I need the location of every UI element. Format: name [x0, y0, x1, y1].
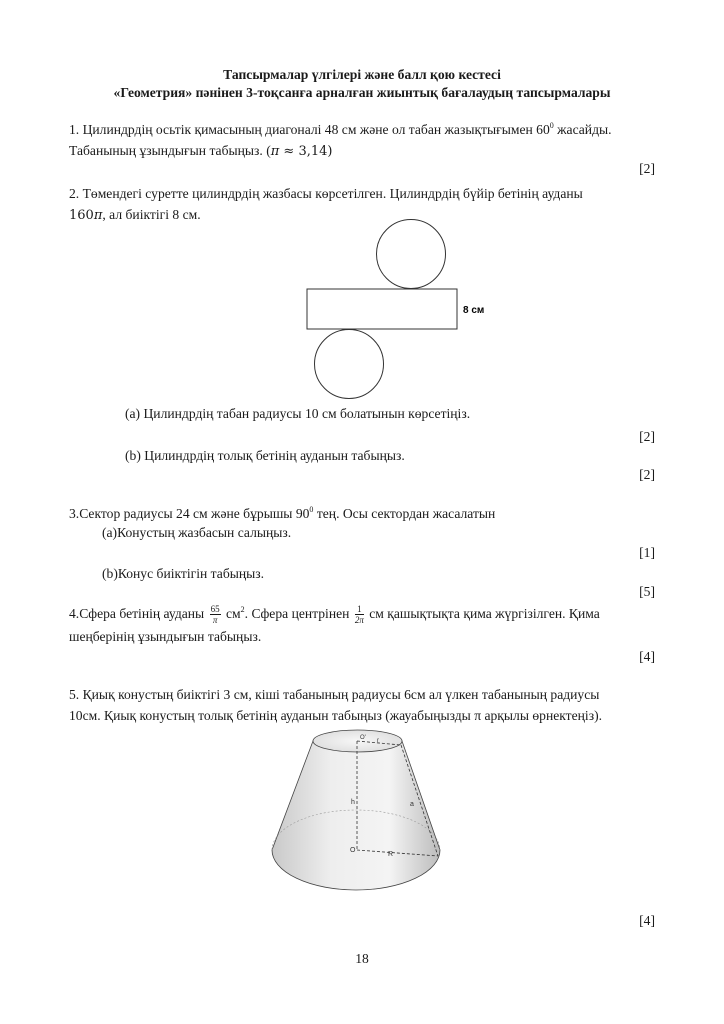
- q3b-text: (b)Конус биіктігін табыңыз.: [102, 566, 265, 581]
- label-a: a: [410, 801, 414, 808]
- frustum-figure: [270, 728, 470, 920]
- q4-line1: 4.Сфера бетінің ауданы $\frac{65}{\pi}$ $см^2$. Сфера центрінен $\frac{1}{2\pi}$ см қашықтықта қима жүргізілген. Қима: [69, 604, 600, 626]
- fraction-65-over-pi: $\frac{65}{\pi}$: [210, 604, 220, 626]
- fraction-1-over-2pi: $\frac{1}{2\pi}$: [354, 604, 364, 626]
- page-title: Тапсырмалар үлгілері және балл қою кестесі: [223, 67, 501, 82]
- q5-line2: 10см. Қиық конустың толық бетінің ауданын табыңыз (жауабыңызды π арқылы өрнектеңіз).: [69, 708, 602, 723]
- q1-line1: 1. Цилиндрдің осьтік қимасының диагоналі 48 см және ол табан жазықтығымен $60^0$ жасайды.: [69, 121, 612, 137]
- q1-line2: Табанының ұзындығын табыңыз. (π ≈ 3,14): [69, 143, 333, 159]
- q5-line1: 5. Қиық конустың биіктігі 3 см, кіші табанының радиусы 6см ал үлкен табанының радиусы: [69, 687, 600, 702]
- q3-line1: 3.Сектор радиусы 24 см және бұрышы $90^0$ тең. Осы сектордан жасалатын: [69, 505, 496, 521]
- page-number: 18: [355, 951, 369, 966]
- q2a-mark: [2]: [639, 429, 655, 444]
- q2a-text: (a) Цилиндрдің табан радиусы 10 см болатынын көрсетіңіз.: [125, 406, 471, 421]
- top-base-circle: [377, 220, 446, 289]
- label-r: r: [377, 738, 379, 744]
- q2-line1: 2. Төмендегі суретте цилиндрдің жазбасы көрсетілген. Цилиндрдің бүйір бетінің ауданы: [69, 186, 583, 201]
- height-label: 8 см: [463, 305, 485, 316]
- bottom-base-circle: [315, 330, 384, 399]
- label-o-prime: O': [360, 735, 366, 741]
- q1-mark: [2]: [639, 161, 655, 176]
- q2-line2: 160π, ал биіктігі 8 см.: [69, 207, 201, 223]
- q2b-text: (b) Цилиндрдің толық бетінің ауданын табыңыз.: [125, 448, 405, 463]
- q2b-mark: [2]: [639, 467, 655, 482]
- q4-line2: шеңберінің ұзындығын табыңыз.: [69, 629, 262, 644]
- q3a-mark: [1]: [639, 545, 655, 560]
- label-o: O: [350, 847, 356, 854]
- label-h: h: [351, 799, 355, 806]
- frustum-lateral-surface: [272, 741, 440, 890]
- lateral-surface-rect: [307, 289, 457, 329]
- q3b-mark: [5]: [639, 584, 655, 599]
- q5-mark: [4]: [639, 913, 655, 928]
- q3a-text: (a)Конустың жазбасын салыңыз.: [102, 525, 292, 540]
- cylinder-net-figure: [300, 218, 500, 400]
- label-R: R: [388, 851, 394, 858]
- q4-mark: [4]: [639, 649, 655, 664]
- page-subtitle: «Геометрия» пәнінен 3-тоқсанға арналған жиынтық бағалаудың тапсырмалары: [113, 85, 611, 100]
